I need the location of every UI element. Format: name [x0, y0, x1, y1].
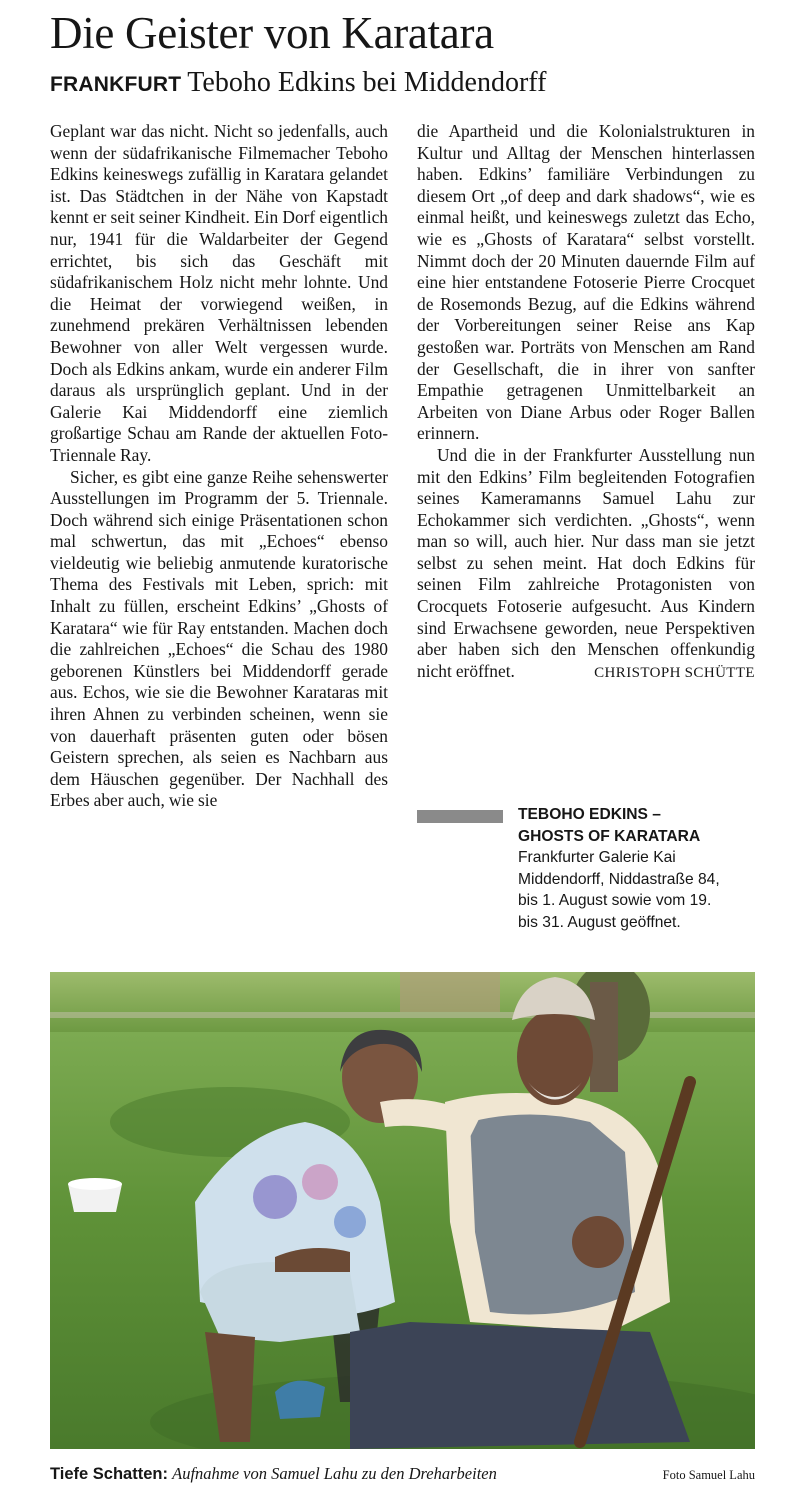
man-vest [470, 1115, 635, 1315]
subhead [50, 66, 546, 104]
article-column-right [417, 121, 755, 684]
article-paragraph: Geplant war das nicht. Nicht so jedenfalls, auch wenn der südafrikanische Filmemacher Teboho Edkins keineswegs zufällig in Karatara gelandet ist. Das Städtchen in der Nähe von Kapstadt kennt er seit seiner Kindheit. Ein Dorf eigentlich nur, 1941 für die Waldarbeiter der Gegend errichtet, bis sich das Geschäft mit südafrikanischem Holz nicht mehr lohnte. Und die Heimat der vorwiegend weißen, in zunehmend prekären Verhältnissen lebenden Bewohner von aller Welt vergessen wurde. Doch als Edkins ankam, wurde ein anderer Film daraus als ursprünglich geplant. Und in der Galerie Kai Middendorff eine ziemlich großartige Schau am Rande der aktuellen Foto-Triennale Ray. [50, 121, 388, 465]
infobox-title-line: GHOSTS OF KARATARA [518, 827, 701, 845]
article-paragraph-text: Und die in der Frankfurter Ausstellung nun mit den Edkins’ Film begleitenden Fotografien seines Kameramanns Samuel Lahu zur Echokammer sich verdichten. „Ghosts“, wenn man so will, auch hier. Nur dass man sie jetzt selbst zu sehen meint. Hat doch Edkins für seinen Film zahlreiche Protagonisten von Crocquets Fotoserie aufgesucht. Aus Kindern sind Erwachsene geworden, neue Perspektiven aber haben sich den Menschen offenkundig nicht eröffnet. [417, 444, 755, 681]
background-house [400, 972, 500, 1012]
headline: Die Geister von Karatara [50, 8, 494, 58]
bucket-rim [68, 1178, 122, 1190]
dress-flower [334, 1206, 366, 1238]
infobox [518, 804, 758, 933]
infobox-dates-line: bis 1. August sowie vom 19. [518, 892, 712, 909]
infobox-bar [417, 810, 503, 823]
man-hand [572, 1216, 624, 1268]
dress-flower [253, 1175, 297, 1219]
dress-flower [302, 1164, 338, 1200]
photo-credit: Foto Samuel Lahu [662, 1468, 755, 1482]
article-paragraph: die Apartheid und die Kolonialstrukturen in Kultur und Alltag der Menschen hinterlassen haben. Edkins’ familiäre Verbindungen zu diesem Ort „of deep and dark shadows“, wie es einmal heißt, und keineswegs zuletzt das Echo, wie es „Ghosts of Karatara“ selbst vorstellt. Nimmt doch der 20 Minuten dauernde Film auf eine hier entstandene Fotoserie Pierre Crocquet de Rosemonds Bezug, auf die Edkins während der Vorbereitungen seiner Reise ans Kap gestoßen war. Porträts von Menschen am Rand der Gesellschaft, die in ihrer von sanfter Empathie getragenen Unmittelbarkeit an Arbeiten von Diane Arbus oder Roger Ballen erinnern. [417, 121, 755, 444]
tree-trunk [590, 982, 618, 1092]
article-photo [50, 972, 755, 1449]
infobox-address-line: Middendorff, Niddastraße 84, [518, 870, 720, 888]
blue-bag [275, 1381, 325, 1419]
author-byline: CHRISTOPH SCHÜTTE [594, 664, 755, 681]
photo-caption [50, 1464, 497, 1484]
man-face [517, 1009, 593, 1105]
infobox-dates-line: bis 31. August geöffnet. [518, 913, 681, 931]
subtitle: Teboho Edkins bei Middendorff [187, 67, 547, 98]
infobox-title-line: TEBOHO EDKINS – [518, 806, 661, 823]
infobox-venue-line: Frankfurter Galerie Kai [518, 849, 676, 866]
photo-illustration [50, 972, 755, 1449]
caption-text: Aufnahme von Samuel Lahu zu den Dreharbeiten [172, 1464, 497, 1483]
woman-skirt [200, 1262, 360, 1342]
man-trousers [350, 1322, 690, 1449]
article-column-left [50, 121, 388, 812]
caption-label: Tiefe Schatten: [50, 1465, 168, 1483]
article-paragraph: Sicher, es gibt eine ganze Reihe sehenswerter Ausstellungen im Programm der 5. Triennale. Doch während sich einige Präsentationen schon mal schwertun, das mit „Echoes“ ebenso vieldeutig wie beliebig anmutende kuratorische Thema des Festivals mit Leben, sprich: mit Inhalt zu füllen, erscheint Edkins’ „Ghosts of Karatara“ wie für Ray entstanden. Machen doch die zahlreichen „Echoes“ die Schau des 1980 geborenen Künstlers bei Middendorff gerade aus. Echos, wie sie die Bewohner Karataras mit ihren Ahnen zu verbinden scheinen, wenn sie von dauerhaft präsenten guten oder bösen Geistern sprechen, als seien es Nachbarn aus dem Häuschen gegenüber. Der Nachhall des Erbes aber auch, wie sie [50, 466, 388, 811]
article-paragraph-last [417, 445, 755, 683]
dateline-kicker: FRANKFURT [50, 73, 182, 96]
